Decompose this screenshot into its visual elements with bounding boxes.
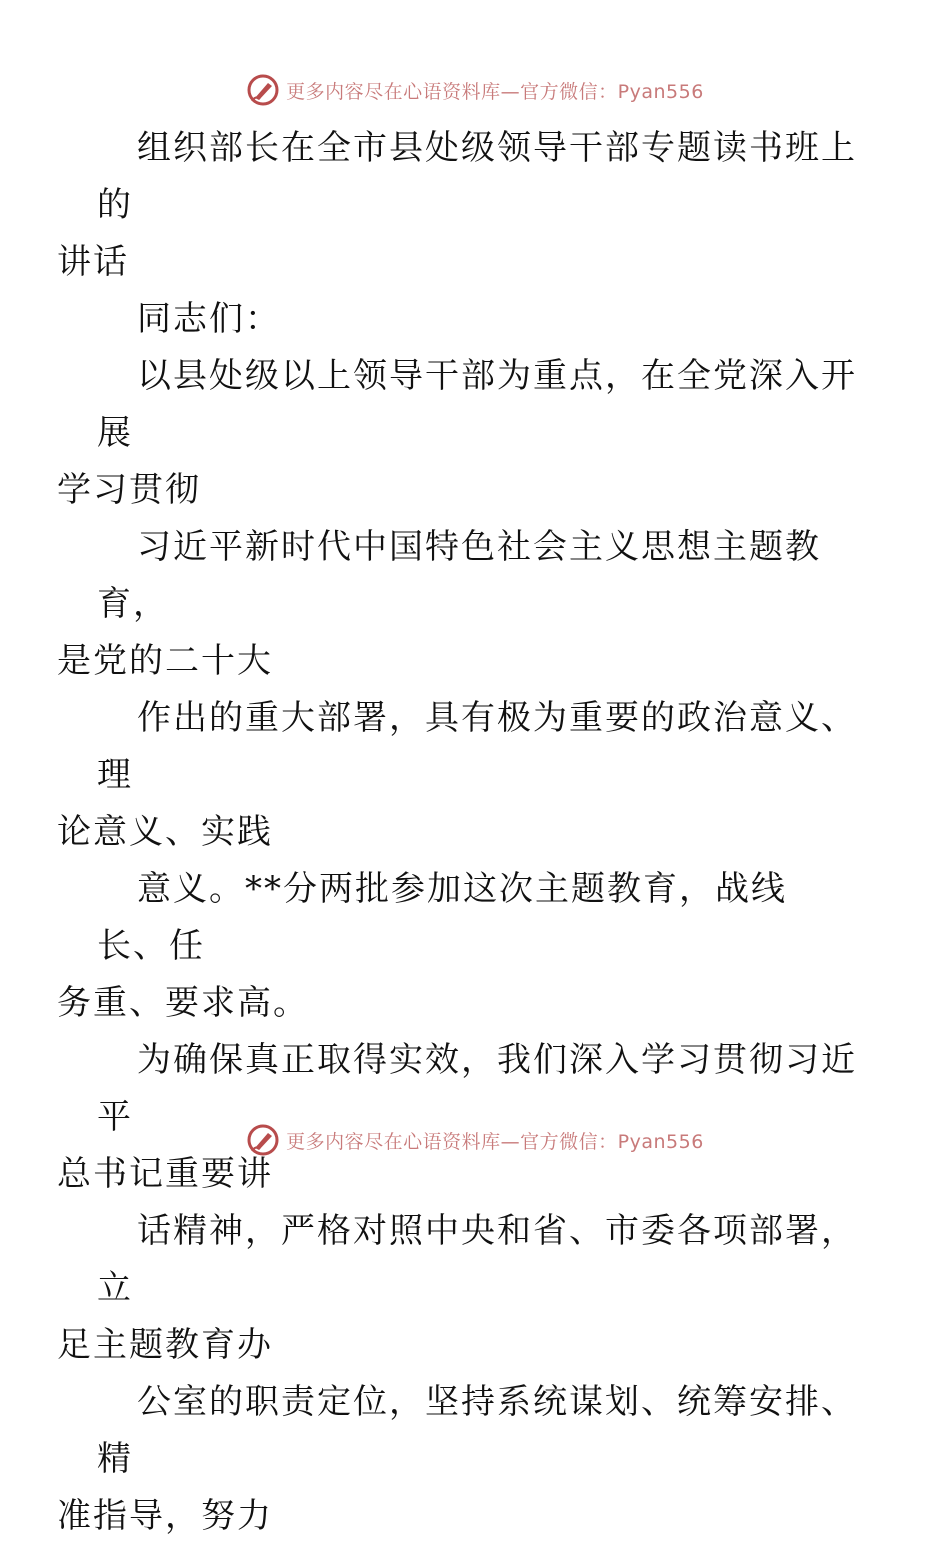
paragraph-continuation-line: 学习贯彻 xyxy=(57,470,201,510)
document-paragraph xyxy=(57,1032,857,1203)
document-paragraph xyxy=(57,1203,857,1374)
document-paragraph xyxy=(57,120,857,291)
watermark-banner-bottom xyxy=(0,1120,950,1160)
document-paragraph xyxy=(57,519,857,690)
document-body xyxy=(57,120,857,1545)
paragraph-first-line: 为确保真正取得实效，我们深入学习贯彻习近平 xyxy=(97,1040,857,1137)
paragraph-first-line: 公室的职责定位，坚持系统谋划、统筹安排、精 xyxy=(97,1382,857,1479)
paragraph-continuation-line: 准指导，努力 xyxy=(57,1496,273,1536)
paragraph-first-line: 意义。**分两批参加这次主题教育，战线长、任 xyxy=(97,869,787,966)
watermark-text: 更多内容尽在心语资料库—官方微信：Pyan556 xyxy=(286,1130,704,1153)
document-paragraph xyxy=(57,348,857,519)
paragraph-continuation-line: 足主题教育办 xyxy=(57,1325,273,1365)
paragraph-continuation-line: 是党的二十大 xyxy=(57,641,273,681)
paragraph-continuation-line: 讲话 xyxy=(57,242,129,282)
paragraph-continuation-line: 总书记重要讲 xyxy=(57,1154,273,1194)
watermark-text: 更多内容尽在心语资料库—官方微信：Pyan556 xyxy=(286,80,704,103)
paragraph-first-line: 组织部长在全市县处级领导干部专题读书班上的 xyxy=(97,128,857,225)
document-paragraph xyxy=(57,861,857,1032)
paragraph-continuation-line: 务重、要求高。 xyxy=(57,983,309,1023)
document-paragraph xyxy=(57,690,857,861)
watermark-banner-top xyxy=(0,70,950,110)
document-paragraph xyxy=(97,291,857,348)
paragraph-continuation-line: 论意义、实践 xyxy=(57,812,273,852)
paragraph-first-line: 话精神，严格对照中央和省、市委各项部署，立 xyxy=(97,1211,857,1308)
paragraph-first-line: 同志们： xyxy=(137,299,281,339)
document-paragraph xyxy=(57,1374,857,1545)
pen-seal-logo-icon xyxy=(246,73,280,107)
pen-seal-logo-icon xyxy=(246,1123,280,1157)
paragraph-first-line: 习近平新时代中国特色社会主义思想主题教育， xyxy=(97,527,821,624)
paragraph-first-line: 以县处级以上领导干部为重点，在全党深入开展 xyxy=(97,356,857,453)
paragraph-first-line: 作出的重大部署，具有极为重要的政治意义、理 xyxy=(97,698,857,795)
